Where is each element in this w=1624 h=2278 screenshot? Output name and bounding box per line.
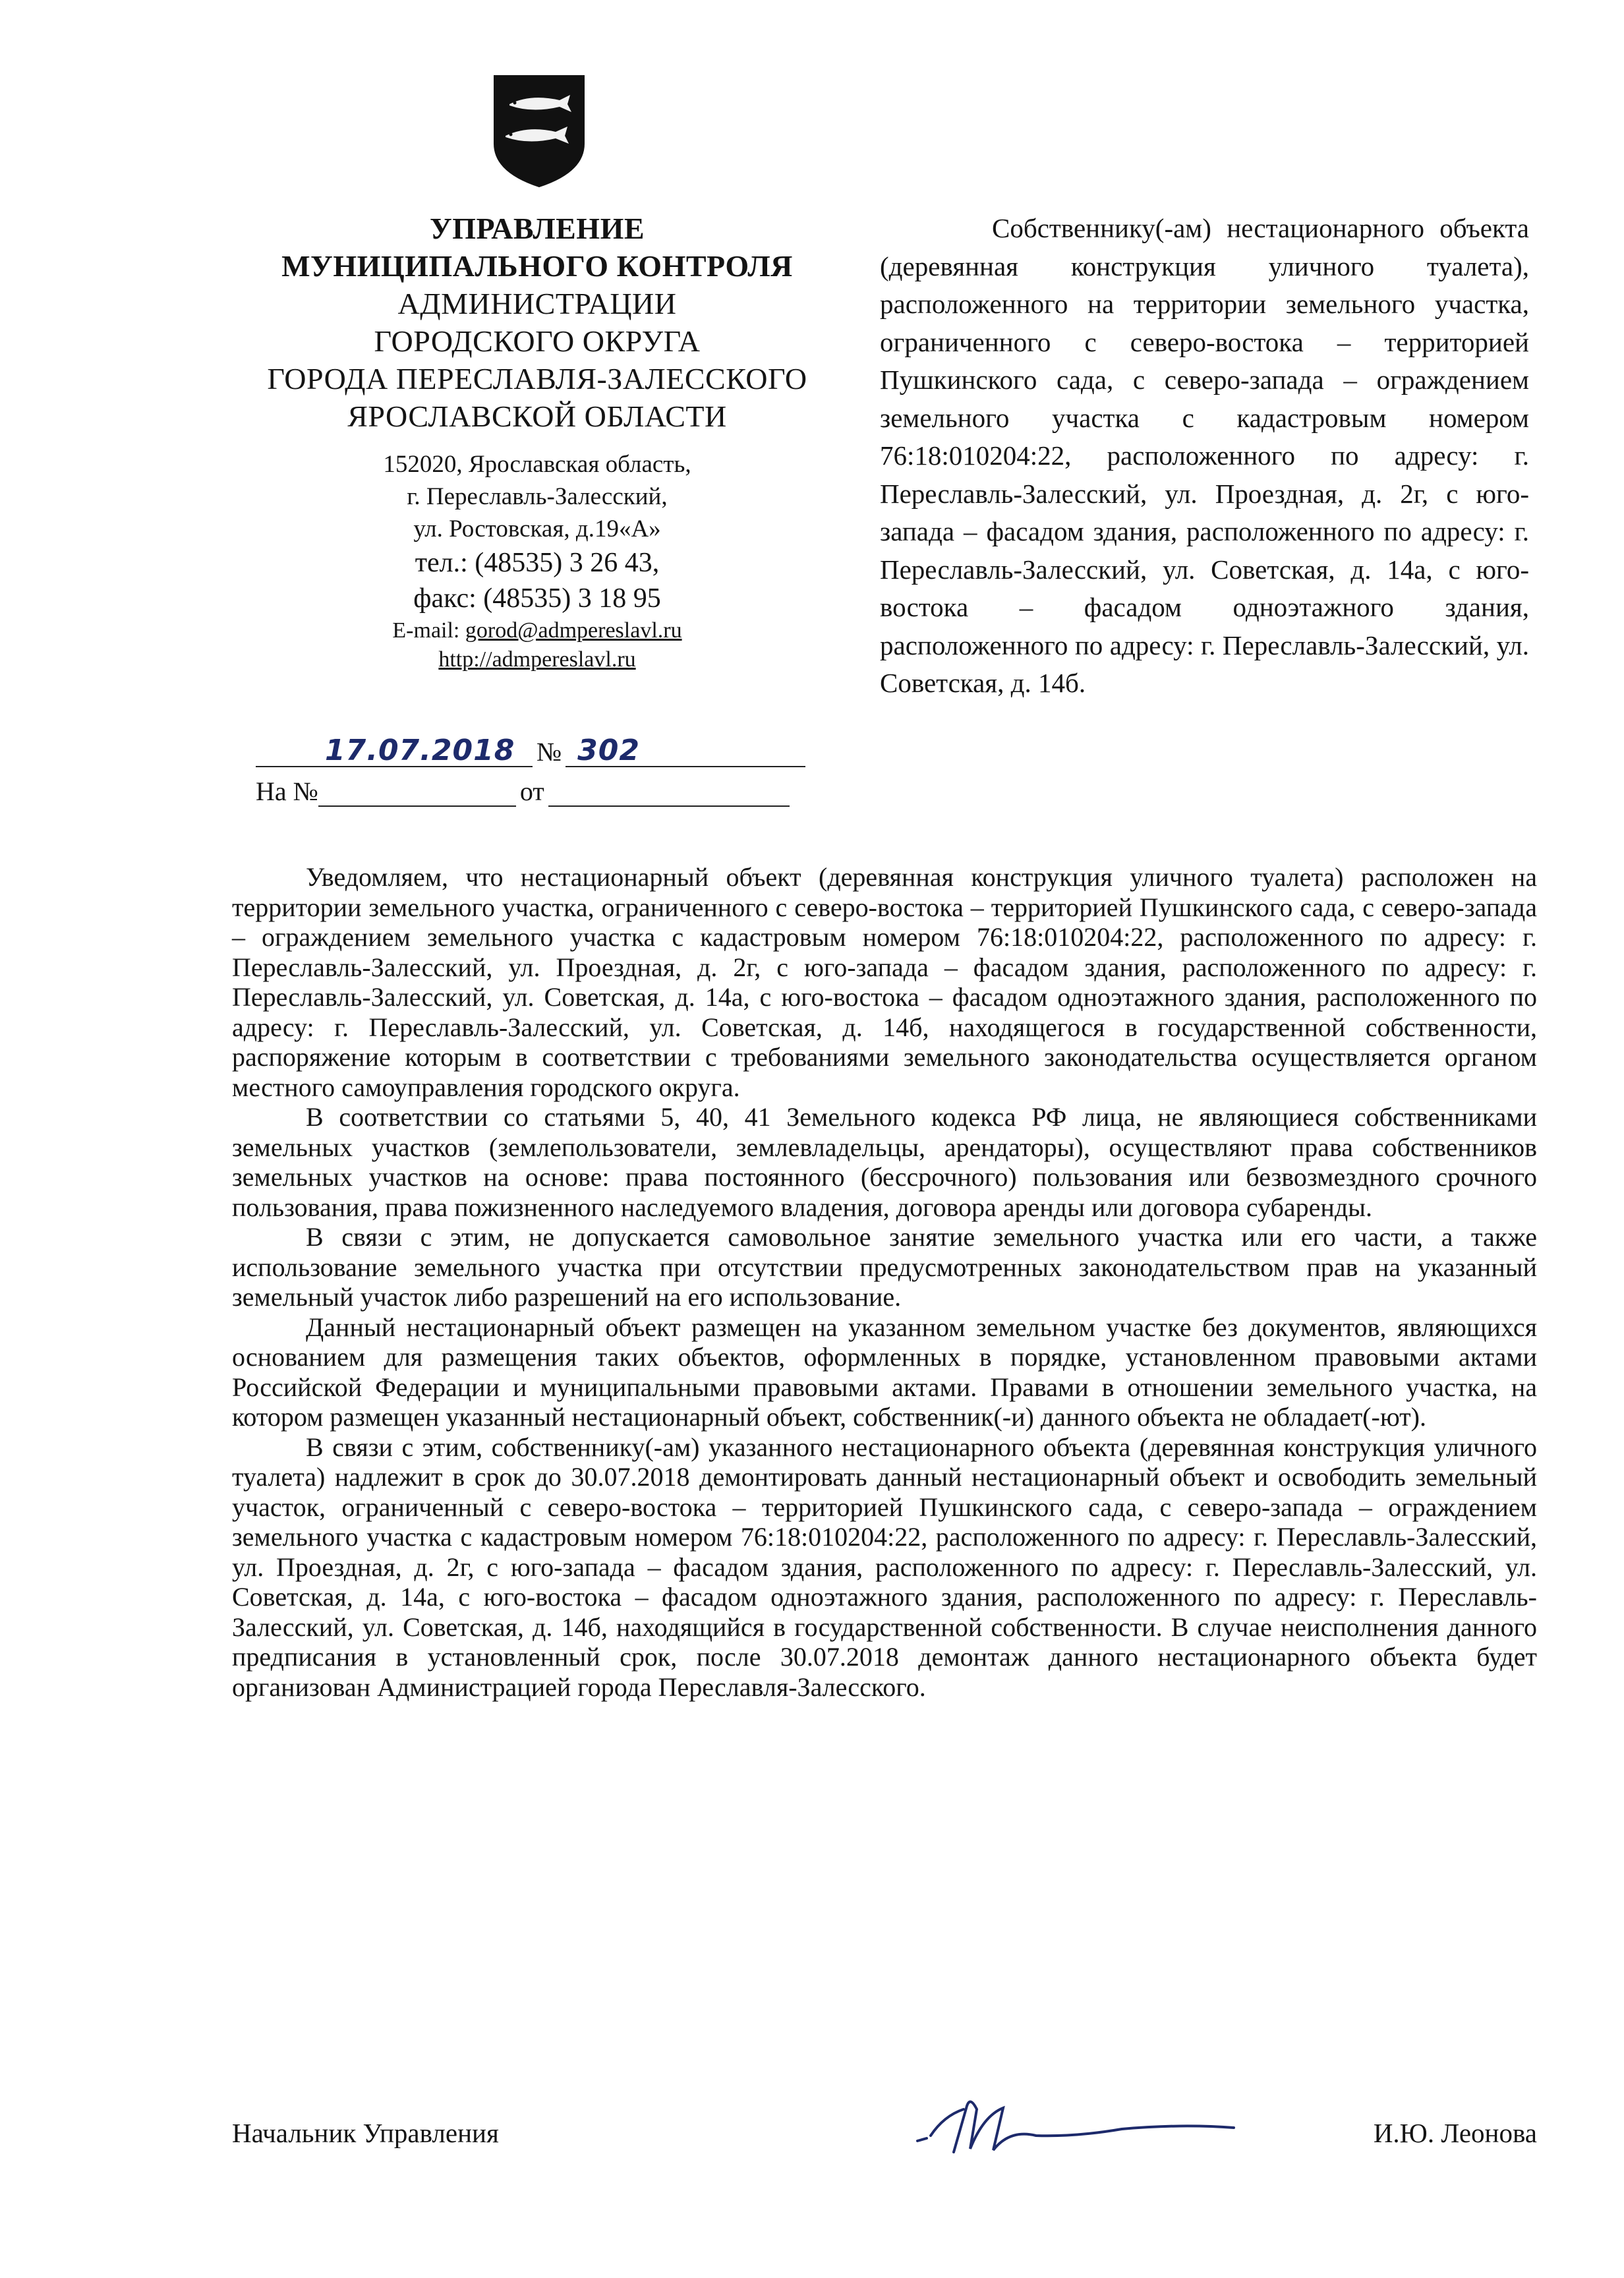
from-label: от (519, 776, 544, 806)
org-title-line-2: МУНИЦИПАЛЬНОГО КОНТРОЛЯ (281, 249, 793, 283)
date-line (256, 736, 533, 767)
email-label: E-mail: (392, 618, 465, 643)
registration-row-reference (256, 773, 809, 807)
org-line-region: ЯРОСЛАВСКОЙ ОБЛАСТИ (347, 399, 727, 433)
signature-block (232, 2117, 1537, 2163)
coat-of-arms-icon (491, 73, 587, 189)
website-link[interactable]: http://admpereslavl.ru (438, 647, 636, 672)
number-label: № (536, 737, 562, 767)
addressee-text: Собственнику(-ам) нестационарного объекта (деревянная конструкция уличного туалета), расположенного на территории земельного участка, ограниченного с северо-востока – территорией Пушкинского сада, с северо-запада – ограждением земельного участка с кадастровым номером 76:18:010204:22, расположенного по адресу: г. Переславль-Залесский, ул. Проездная, д. 2г, с юго-запада – фасадом здания, расположенного по адресу: г. Переславль-Залесский, ул. Советская, д. 14а, с юго-востока – фасадом одноэтажного здания, расположенного по адресу: г. Переславль-Залесский, ул. Советская, д. 14б. (880, 213, 1529, 698)
body-paragraph: В связи с этим, не допускается самовольное занятие земельного участка или его части, а также использование земельного участка при отсутствии предусмотренных законодательством прав на указанный земельный участок либо разрешений на его использование. (232, 1222, 1537, 1312)
fax-number: факс: (48535) 3 18 95 (413, 583, 661, 614)
org-line-district: ГОРОДСКОГО ОКРУГА (374, 324, 701, 358)
address-line-2: г. Переславль-Залесский, (407, 483, 668, 510)
reference-line (318, 775, 516, 807)
registration-row-outgoing (256, 733, 809, 767)
address-line-1: 152020, Ярославская область, (383, 451, 691, 478)
organization-header (218, 210, 857, 674)
letter-body (232, 862, 1537, 1702)
email-link[interactable]: gorod@admpereslavl.ru (465, 618, 682, 643)
body-paragraph: Данный нестационарный объект размещен на указанном земельном участке без документов, являющихся основанием для размещения таких объектов, оформленных в порядке, установленном правовыми актами Российской Федерации и муниципальными правовыми актами. Правами в отношении земельного участка, на котором размещен указанный нестационарный объект, собственник(-и) данного объекта не обладает(-ют). (232, 1312, 1537, 1432)
org-line-administration: АДМИНИСТРАЦИИ (397, 287, 677, 320)
from-line (548, 775, 790, 807)
reference-label: На № (256, 776, 318, 806)
body-paragraph: Уведомляем, что нестационарный объект (деревянная конструкция уличного туалета) расположен на территории земельного участка, ограниченного с северо-востока – территорией Пушкинского сада, с северо-запада – ограждением земельного участка с кадастровым номером 76:18:010204:22, расположенного по адресу: г. Переславль-Залесский, ул. Проездная, д. 2г, с юго-запада – фасадом здания, расположенного по адресу: г. Переславль-Залесский, ул. Советская, д. 14а, с юго-востока – фасадом одноэтажного здания, расположенного по адресу: г. Переславль-Залесский, ул. Советская, д. 14б, находящегося в государственной собственности, распоряжение которым в соответствии с требованиями земельного законодательства осуществляется органом местного самоуправления городского округа. (232, 862, 1537, 1102)
phone-number: тел.: (48535) 3 26 43, (415, 548, 660, 578)
signatory-position: Начальник Управления (232, 2118, 499, 2148)
body-paragraph: В связи с этим, собственнику(-ам) указанного нестационарного объекта (деревянная конструкция уличного туалета) надлежит в срок до 30.07.2018 демонтировать данный нестационарный объект и освободить земельный участок, ограниченный с северо-востока – территорией Пушкинского сада, с северо-запада – ограждением земельного участка с кадастровым номером 76:18:010204:22, расположенного по адресу: г. Переславль-Залесский, ул. Проездная, д. 2г, с юго-запада – фасадом здания, расположенного по адресу: г. Переславль-Залесский, ул. Советская, д. 14а, с юго-востока – фасадом одноэтажного здания, расположенного по адресу: г. Переславль-Залесский, ул. Советская, д. 14б, находящийся в государственной собственности. В случае неисполнения данного предписания в установленный срок, после 30.07.2018 демонтаж данного нестационарного объекта будет организован Администрацией города Переславля-Залесского. (232, 1432, 1537, 1702)
registration-block (256, 733, 809, 807)
handwritten-date: 17.07.2018 (325, 734, 515, 767)
signatory-name: И.Ю. Леонова (1373, 2118, 1537, 2148)
body-paragraph: В соответствии со статьями 5, 40, 41 Земельного кодекса РФ лица, не являющиеся собственниками земельных участков (землепользователи, землевладельцы, арендаторы), осуществляют права собственников земельных участков на основе: права постоянного (бессрочного) пользования или безвозмездного срочного пользования, права пожизненного наследуемого владения, договора аренды или договора субаренды. (232, 1102, 1537, 1222)
email-row (218, 616, 857, 645)
address-line-3: ул. Ростовская, д.19«А» (413, 515, 661, 542)
org-address-block (218, 448, 857, 674)
website-row (218, 645, 857, 674)
org-title-line-1: УПРАВЛЕНИЕ (429, 212, 645, 245)
org-line-city: ГОРОДА ПЕРЕСЛАВЛЯ-ЗАЛЕССКОГО (267, 362, 807, 395)
handwritten-signature (904, 2089, 1366, 2162)
handwritten-number: 302 (577, 734, 641, 767)
number-line (566, 736, 805, 767)
addressee-block (880, 210, 1529, 703)
